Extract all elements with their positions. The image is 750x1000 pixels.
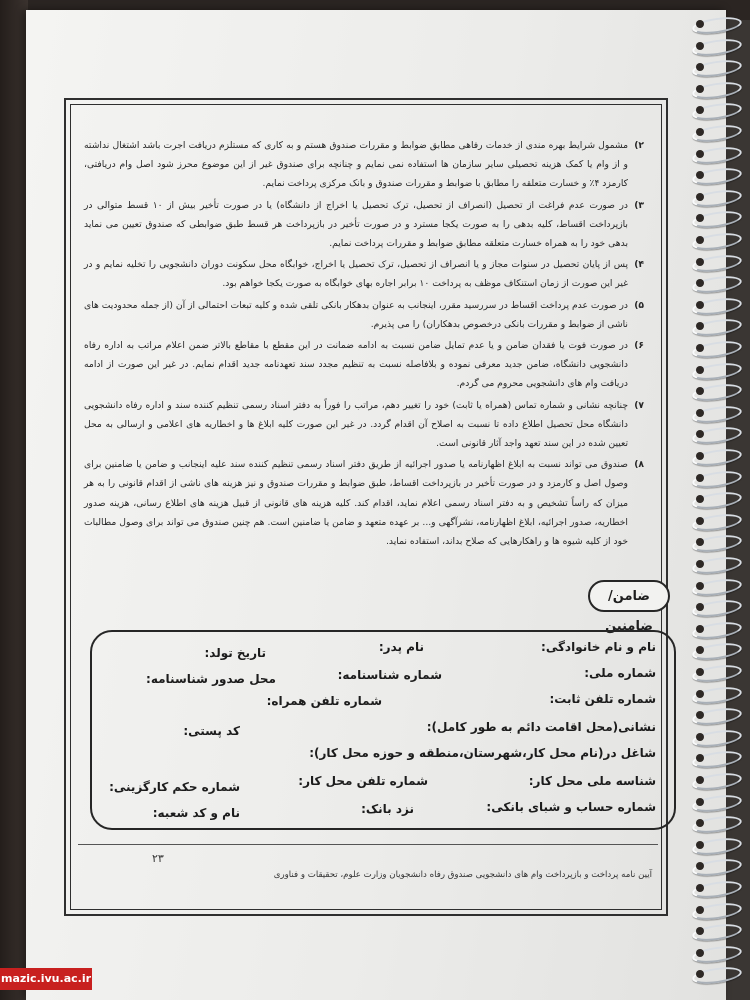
clause-text: در صورت عدم فراغت از تحصیل (انصراف از تحصیل، ترک تحصیل یا اخراج از دانشگاه) یا در صورت تأخیر بیش از ۱۰ قسط متوالی در بازپرداخت اقساط، کلیه بدهی را به صورت یکجا مسترد و در صورت تأخیر در بازپرداخت هر قسط طبق ضوابطی که صندوق تعیین می نماید بدهی خود را به همراه خسارت متعلقه مطابق ضوابط و مقررات پرداخت نمایم. xyxy=(84,199,628,250)
field-mobile: شماره تلفن همراه: xyxy=(266,694,382,708)
binding-hole xyxy=(696,409,704,417)
binding-hole xyxy=(696,884,704,892)
field-account-iban: شماره حساب و شبای بانکی: xyxy=(486,800,656,814)
clause-2 xyxy=(84,136,644,194)
clause-number: ۴) xyxy=(634,259,644,271)
field-id-issue-place: محل صدور شناسنامه: xyxy=(146,672,276,686)
binding-hole xyxy=(696,128,704,136)
binding-hole xyxy=(696,344,704,352)
field-employed-at: شاغل در(نام محل کار،شهرستان،منطقه و حوزه محل کار): xyxy=(309,746,656,760)
clause-number: ۶) xyxy=(634,340,644,352)
binding-hole xyxy=(696,690,704,698)
binding-hole xyxy=(696,150,704,158)
clause-6 xyxy=(84,336,644,394)
clause-5 xyxy=(84,296,644,334)
clause-number: ۷) xyxy=(634,399,644,411)
binding-hole xyxy=(696,625,704,633)
field-branch-name-code: نام و کد شعبه: xyxy=(152,806,240,820)
clause-text: در صورت فوت یا فقدان ضامن و یا عدم تمایل ضامن نسبت به ادامه ضمانت در این مقطع با مقاطع بالاتر ضمن اعلام مراتب به اداره رفاه دانشجویی دانشگاه، ضامن جدید معرفی نموده و بلافاصله نسبت به تنظیم مجدد سند تعهدنامه جدید اقدام نمایم. در غیر این صورت از ادامه دریافت وام های دانشجویی محروم می گردم. xyxy=(84,340,628,390)
field-employment-order-no: شماره حکم کارگزینی: xyxy=(109,780,240,794)
page-number: ۲۳ xyxy=(152,852,164,865)
clause-text: صندوق می تواند نسبت به ابلاغ اظهارنامه یا صدور اجرائیه از طریق دفتر اسناد رسمی تنظیم کننده سند علیه اینجانب و ضامن یا ضامنین برای وصول اصل و کارمزد و در صورت تأخیر در بازپرداخت اقساط، طبق ضوابط و مقررات صندوق و نیز هزینه های ناشی از اقدام قانونی را به هر میزان که راساً تشخیص و به دفتر اسناد رسمی اعلام نماید، اقدام کند. کلیه هزینه های قانونی از قبیل هزینه های اطلاع رسانی، هزینه صدور اخطاریه، صدور اجرائیه، ابلاغ اظهارنامه، نشرآگهی و... بر عهده متعهد و ضامن یا ضامنین است. هم چنین صندوق می تواند برای وصول مطالبات خود از کلیه شیوه ها و راهکارهایی که صلاح بداند، استفاده نماید. xyxy=(84,459,628,548)
field-id-number: شماره شناسنامه: xyxy=(337,668,442,682)
binding-hole xyxy=(696,42,704,50)
footer-divider xyxy=(78,764,658,765)
guarantor-title: ضامن/ضامنین xyxy=(588,580,670,612)
footer-line xyxy=(78,844,658,845)
binding-hole xyxy=(696,452,704,460)
footer-text: آیین نامه پرداخت و بازپرداخت وام های دانشجویی صندوق رفاه دانشجویان وزارت علوم، تحقیقات و فناوری xyxy=(273,870,652,880)
spiral-binding xyxy=(688,0,750,1000)
binding-hole xyxy=(696,474,704,482)
binding-hole xyxy=(696,236,704,244)
clause-4 xyxy=(84,255,644,293)
clause-text: مشمول شرایط بهره مندی از خدمات رفاهی مطابق ضوابط و مقررات صندوق هستم و به کاری که مستلزم دریافت اجرت باشد اشتغال نداشته و از وام یا کمک هزینه تحصیلی سایر سازمان ها استفاده نمی نمایم و چنانچه برای صندوق غیر از این موضوع محرز شود اصل وام دریافتی، کارمزد ۴٪ و خسارت متعلقه را مطابق با ضوابط و مقررات صندوق و بانک مرکزی پرداخت نمایم. xyxy=(84,140,628,190)
field-national-id: شماره ملی: xyxy=(584,666,656,680)
clause-text: چنانچه نشانی و شماره تماس (همراه یا ثابت) خود را تغییر دهم، مراتب را فوراً به دفتر اسناد رسمی تنظیم کننده سند و اداره رفاه دانشجویی دانشگاه محل تحصیل اطلاع داده تا نسبت به اصلاح آن اقدام گردد. در غیر این صورت کلیه ابلاغ ها و اخطاریه های اعلامی و ارسالی به محل تعیین شده در این سند تعهد واجد آثار قانونی است. xyxy=(84,399,628,450)
binding-hole xyxy=(696,582,704,590)
field-birth-date: تاریخ تولد: xyxy=(204,646,266,660)
binding-hole xyxy=(696,258,704,266)
field-father-name: نام پدر: xyxy=(378,640,424,654)
binding-hole xyxy=(696,85,704,93)
terms-text xyxy=(84,136,644,586)
binding-hole xyxy=(696,668,704,676)
field-bank-name: نزد بانک: xyxy=(361,802,414,816)
binding-hole xyxy=(696,20,704,28)
clause-8 xyxy=(84,455,644,551)
binding-hole xyxy=(696,906,704,914)
binding-hole xyxy=(696,517,704,525)
field-work-phone: شماره تلفن محل کار: xyxy=(298,774,428,788)
field-employer-national-id: شناسه ملی محل کار: xyxy=(528,774,656,788)
binding-hole xyxy=(696,733,704,741)
clause-number: ۳) xyxy=(634,199,644,211)
clause-number: ۲) xyxy=(634,140,644,151)
binding-hole xyxy=(696,366,704,374)
clause-number: ۵) xyxy=(634,299,644,311)
field-full-name: نام و نام خانوادگی: xyxy=(541,640,656,654)
site-watermark: mazic.ivu.ac.ir xyxy=(0,968,92,990)
clause-7 xyxy=(84,396,644,454)
field-landline: شماره تلفن ثابت: xyxy=(549,692,656,706)
clause-3 xyxy=(84,196,644,254)
binding-hole xyxy=(696,776,704,784)
binding-hole xyxy=(696,301,704,309)
binding-hole xyxy=(696,560,704,568)
field-postal-code: کد پستی: xyxy=(183,724,240,738)
binding-hole xyxy=(696,949,704,957)
clause-number: ۸) xyxy=(634,459,644,471)
field-address: نشانی(محل اقامت دائم به طور کامل): xyxy=(426,720,656,734)
clause-text: پس از پایان تحصیل در سنوات مجاز و یا انصراف از تحصیل، ترک تحصیل یا اخراج، خوابگاه محل سکونت دوران دانشجویی را تخلیه نمایم و در غیر این صورت از زمان استنکاف موظف به پرداخت ۱۰ برابر اجاره بهای خوابگاه به صورت یکجا خواهم بود. xyxy=(84,259,628,290)
clause-text: در صورت عدم پرداخت اقساط در سررسید مقرر، اینجانب به عنوان بدهکار بانکی تلقی شده و کلیه تبعات احتمالی از آن (از جمله محدودیت های ناشی از ضوابط و مقررات بانکی درخصوص بدهکاران) را می پذیرم. xyxy=(84,299,628,330)
binding-hole xyxy=(696,841,704,849)
binding-hole xyxy=(696,798,704,806)
background-left xyxy=(0,0,28,1000)
binding-hole xyxy=(696,193,704,201)
